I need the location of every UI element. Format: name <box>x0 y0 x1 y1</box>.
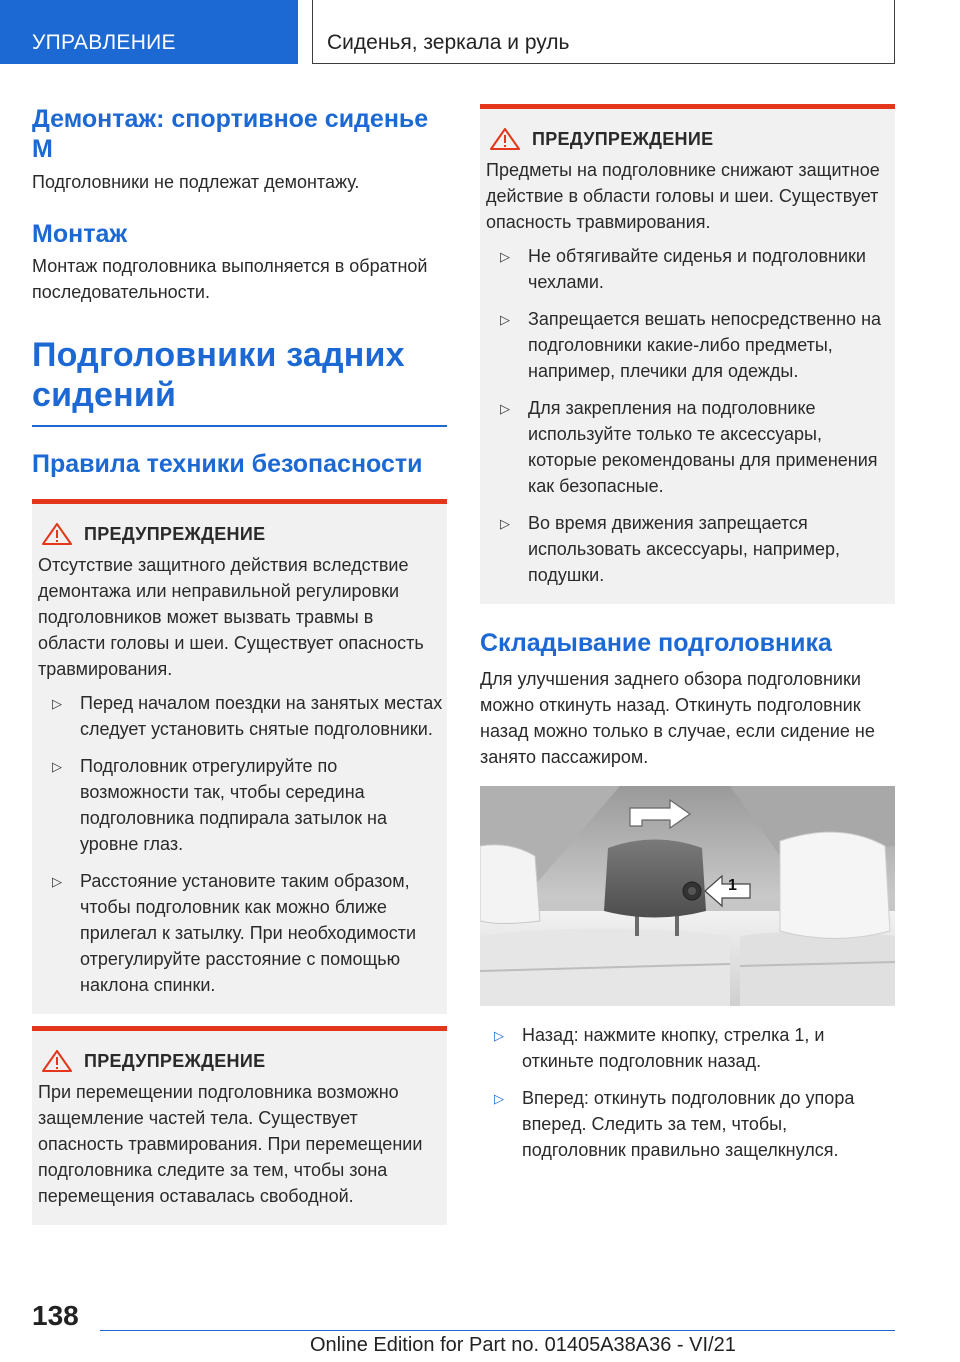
triangle-right-icon: ▷ <box>500 249 510 264</box>
text-mount: Монтаж подголовника выполняется в обратной последовательности. <box>32 256 428 302</box>
list-item: ▷ Подголовник отрегулируйте по возможности так, чтобы середина подголовника подпирала затылок на уровне глаз. <box>52 755 388 854</box>
list-item: ▷ Не обтягивайте сиденья и подголовники чехлами. <box>500 246 866 292</box>
warning-title <box>486 127 891 151</box>
warning-text: Предметы на подголовнике снижают защитное действие в области головы и шеи. Существует опасность травмирования. <box>486 160 880 232</box>
footer-edition: Online Edition for Part no. 01405A38A36 - VI/21 <box>310 1334 736 1356</box>
warning-list <box>38 690 443 998</box>
triangle-right-icon: ▷ <box>52 873 62 889</box>
list-item: ▷ Запрещается вешать непосредственно на подголовники какие-либо предметы, например, плечики для одежды. <box>500 309 882 381</box>
warning-box-1 <box>32 499 447 1014</box>
heading-safety: Правила техники безопасности <box>32 449 423 478</box>
list-item: ▷ Во время движения запрещается использовать аксессуары, например, подушки. <box>500 513 840 585</box>
warning-list <box>486 243 891 588</box>
triangle-right-icon: ▷ <box>494 1028 504 1043</box>
page-number: 138 <box>32 1300 79 1331</box>
triangle-right-icon: ▷ <box>494 1091 504 1106</box>
warning-triangle-icon <box>42 523 72 545</box>
warning-title <box>38 1049 443 1073</box>
list-item: ▷ Вперед: откинуть подголовник до упора вперед. Следить за тем, чтобы, подголовник правильно защелкнулся. <box>494 1088 855 1160</box>
heading-rule <box>32 425 447 427</box>
warning-triangle-icon <box>490 128 520 150</box>
heading-dismount: Демонтаж: спортивное сиденье М <box>32 105 429 163</box>
warning-box-3 <box>480 104 895 604</box>
left-column <box>32 104 447 1225</box>
list-item: ▷ Расстояние установите таким образом, чтобы подголовник как можно ближе прилегал к затылку. При необходимости отрегулируйте расстояние с помощью наклона спинки. <box>52 870 417 995</box>
headrest-photo <box>480 786 895 1006</box>
fold-instructions-list <box>480 1022 895 1163</box>
triangle-right-icon: ▷ <box>52 695 62 711</box>
warning-text: При перемещении подголовника возможно защемление частей тела. Существует опасность травмирования. При перемещении подголовника следите за тем, чтобы зона перемещения оставалась свободной. <box>38 1081 423 1206</box>
footer-rule <box>100 1330 895 1331</box>
heading-fold-headrest: Складывание подголовника <box>480 629 832 657</box>
warning-title-text: ПРЕДУПРЕЖДЕНИЕ <box>84 1050 266 1071</box>
right-column <box>480 104 895 1174</box>
triangle-right-icon: ▷ <box>500 312 510 327</box>
warning-box-2 <box>32 1026 447 1225</box>
warning-title <box>38 522 443 546</box>
text-fold-headrest: Для улучшения заднего обзора подголовники можно откинуть назад. Откинуть подголовник назад можно только в случае, если сидение не занято пассажиром. <box>480 669 875 767</box>
callout-number: 1 <box>728 877 737 894</box>
list-item: ▷ Перед началом поездки на занятых местах следует установить снятые подголовники. <box>52 692 443 739</box>
heading-mount: Монтаж <box>32 220 128 248</box>
chapter-title: Сиденья, зеркала и руль <box>312 0 895 64</box>
headrest-illustration <box>480 786 895 1006</box>
list-item: ▷ Назад: нажмите кнопку, стрелка 1, и откиньте подголовник назад. <box>494 1025 825 1071</box>
warning-text: Отсутствие защитного действия вследствие демонтажа или неправильной регулировки подголовников может вызвать травмы в области головы и шеи. Существует опасность травмирования. <box>38 554 424 679</box>
triangle-right-icon: ▷ <box>500 516 510 531</box>
text-dismount: Подголовники не подлежат демонтажу. <box>32 172 360 192</box>
heading-rear-headrests: Подголовники задних сидений <box>32 336 405 414</box>
warning-title-text: ПРЕДУПРЕЖДЕНИЕ <box>84 523 266 544</box>
section-tab: УПРАВЛЕНИЕ <box>0 0 298 64</box>
triangle-right-icon: ▷ <box>52 758 62 774</box>
triangle-right-icon: ▷ <box>500 401 510 416</box>
list-item: ▷ Для закрепления на подголовнике используйте только те аксессуары, которые рекомендованы для применения как безопасные. <box>500 398 878 496</box>
warning-title-text: ПРЕДУПРЕЖДЕНИЕ <box>532 129 714 149</box>
warning-triangle-icon <box>42 1050 72 1072</box>
